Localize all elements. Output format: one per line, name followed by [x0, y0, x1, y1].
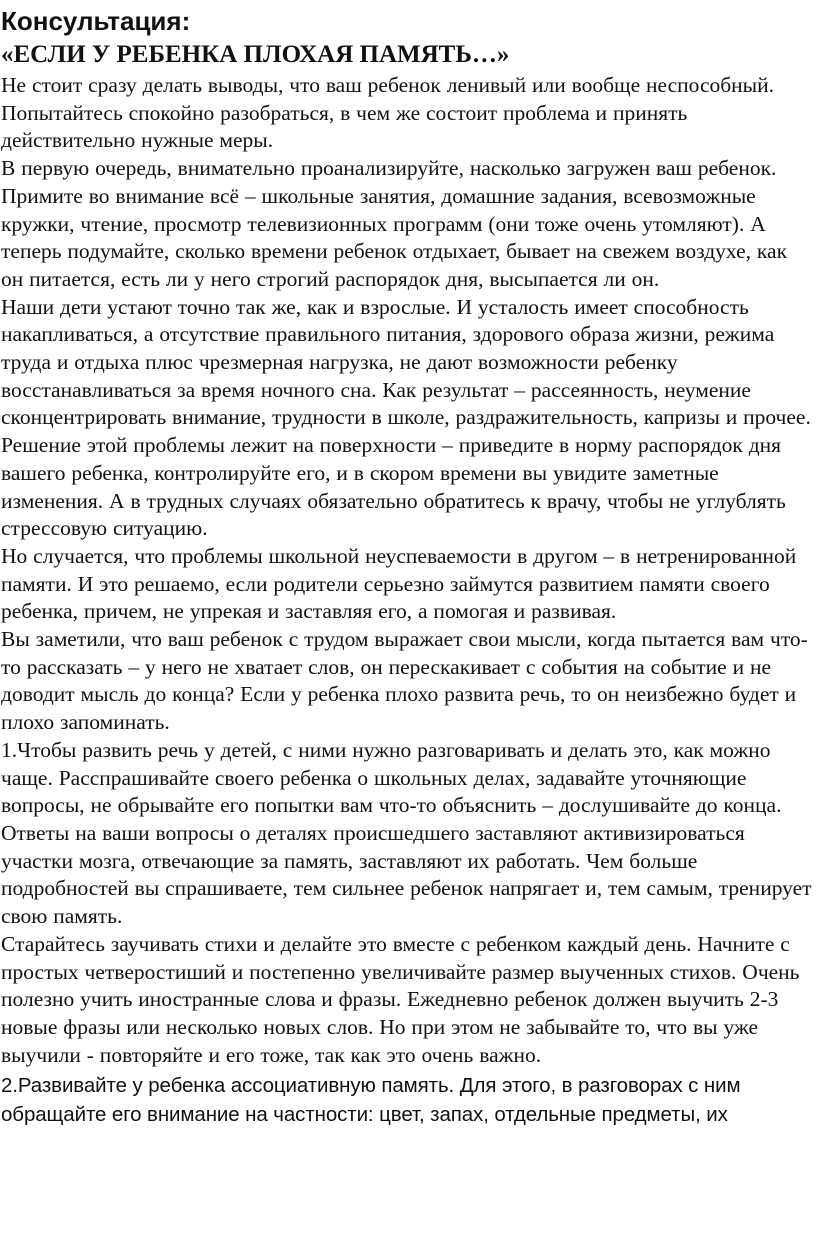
- document-title: «ЕСЛИ У РЕБЕНКА ПЛОХАЯ ПАМЯТЬ…»: [1, 41, 510, 68]
- paragraph-workload: В первую очередь, внимательно проанализируйте, насколько загружен ваш ребенок. Примите во внимание всё – школьные занятия, домашние задания, всевозможные кружки, чтение, просмотр телевизионных программ (они тоже очень утомляют). А теперь подумайте, сколько времени ребенок отдыхает, бывает на свежем воздухе, как он питается, есть ли у него строгий распорядок дня, высыпается ли он.: [1, 156, 788, 291]
- paragraph-tip-1: 1.Чтобы развить речь у детей, с ними нужно разговаривать и делать это, как можно чаще. Расспрашивайте своего ребенка о школьных делах, задавайте уточняющие вопросы, не обрывайте его попытки вам что-то объяснить – дослушивайте до конца. Ответы на ваши вопросы о деталях происшедшего заставляют активизироваться участки мозга, отвечающие за память, заставляют их работать. Чем больше подробностей вы спрашиваете, тем сильнее ребенок напрягает и, тем самым, тренирует свою память.: [1, 737, 812, 929]
- consultation-label: Консультация:: [1, 6, 191, 36]
- document-body: [1, 72, 814, 1069]
- paragraph-fatigue: Наши дети устают точно так же, как и взрослые. И усталость имеет способность накапливаться, а отсутствие правильного питания, здорового образа жизни, режима труда и отдыха плюс чрезмерная нагрузка, не дают возможности ребенку восстанавливаться за время ночного сна. Как результат – рассеянность, неумение сконцентрировать внимание, трудности в школе, раздражительность, капризы и прочее.: [1, 294, 811, 430]
- paragraph-speech: Вы заметили, что ваш ребенок с трудом выражает свои мысли, когда пытается вам что-то рассказать – у него не хватает слов, он перескакивает с события на событие и не доводит мысль до конца? Если у ребенка плохо развита речь, то он неизбежно будет и плохо запоминать.: [1, 627, 808, 735]
- paragraph-intro: Не стоит сразу делать выводы, что ваш ребенок ленивый или вообще неспособный. Попытайтесь спокойно разобраться, в чем же состоит проблема и принять действительно нужные меры.: [1, 73, 775, 153]
- paragraph-poems: Старайтесь заучивать стихи и делайте это вместе с ребенком каждый день. Начните с простых четверостиший и постепенно увеличивайте размер выученных стихов. Очень полезно учить иностранные слова и фразы. Ежедневно ребенок должен выучить 2-3 новые фразы или несколько новых слов. Но при этом не забывайте то, что вы уже выучили - повторяйте и его тоже, так как это очень важно.: [1, 931, 800, 1067]
- paragraph-untrained-memory: Но случается, что проблемы школьной неуспеваемости в другом – в нетренированной памяти. И это решаемо, если родители серьезно займутся развитием памяти своего ребенка, причем, не упрекая и заставляя его, а помогая и развивая.: [1, 543, 797, 624]
- paragraph-solution: Решение этой проблемы лежит на поверхности – приведите в норму распорядок дня вашего ребенка, контролируйте его, и в скором времени вы увидите заметные изменения. А в трудных случаях обязательно обратитесь к врачу, чтобы не углублять стрессовую ситуацию.: [1, 433, 786, 541]
- paragraph-tip-2: 2.Развивайте у ребенка ассоциативную память. Для этого, в разговорах с ним обращайте его внимание на частности: цвет, запах, отдельные предметы, их: [1, 1074, 741, 1127]
